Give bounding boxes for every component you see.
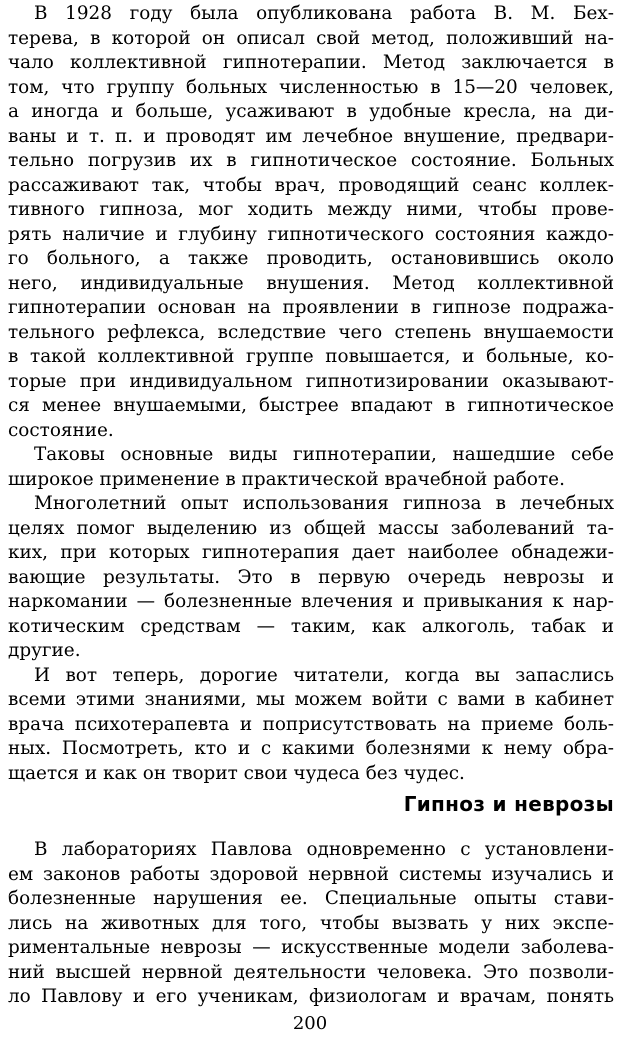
text-line: ем законов работы здоровой нервной системы изучались и <box>8 863 614 885</box>
text-line: а иногда и больше, усаживают в удобные кресла, на ди- <box>8 101 614 122</box>
text-line: терева, в которой он описал свой метод, положивший на- <box>8 27 614 49</box>
text-line: рять наличие и глубину гипнотического состояния каждо- <box>8 223 614 245</box>
text-line: Многолетний опыт использования гипноза в лечебных <box>34 493 614 514</box>
text-line: него, индивидуальные внушения. Метод коллективной <box>8 272 614 294</box>
paragraph-collective-hypnotherapy <box>8 2 614 786</box>
text-line: ся менее внушаемыми, быстрее впадают в гипнотическое <box>8 395 614 416</box>
text-line: широкое применение в практической врачебной работе. <box>8 468 565 490</box>
text-line: тивного гипноза, мог ходить между ними, чтобы прове- <box>8 199 614 220</box>
text-line: гипнотерапии основан на проявлении в гипнозе подража- <box>8 297 614 318</box>
text-line: рассаживают так, чтобы врач, проводящий сеанс коллек- <box>8 174 614 196</box>
paragraph-pavlov-labs <box>8 838 614 1010</box>
section-heading: Гипноз и неврозы <box>403 792 614 816</box>
text-line: врача психотерапевта и поприсутствовать на приеме боль- <box>8 713 614 735</box>
text-line: наркомании — болезненные влечения и привыкания к нар- <box>8 591 614 612</box>
text-line: В 1928 году была опубликована работа В. М. Бех- <box>34 3 614 24</box>
text-line: котическим средствам — таким, как алкоголь, табак и <box>8 615 614 637</box>
page-number: 200 <box>292 1013 328 1034</box>
text-line: лись на животных для того, чтобы вызвать у них экспе- <box>8 912 614 934</box>
text-line: щается и как он творит свои чудеса без чудес. <box>8 762 465 784</box>
text-line: болезненные нарушения ее. Специальные опыты стави- <box>8 888 614 909</box>
text-line: риментальные неврозы — искусственные модели заболева- <box>8 937 614 958</box>
text-line: И вот теперь, дорогие читатели, когда вы запаслись <box>34 664 614 686</box>
text-line: тельного рефлекса, вследствие чего степень внушаемости <box>8 321 614 343</box>
text-line: ний высшей нервной деятельности человека. Это позволи- <box>8 961 614 983</box>
text-line: вающие результаты. Это в первую очередь неврозы и <box>8 566 614 588</box>
text-line: целях помог выделению из общей массы заболеваний та- <box>8 517 614 539</box>
text-line: ло Павлову и его ученикам, физиологам и врачам, понять <box>8 986 614 1007</box>
text-line: ных. Посмотреть, кто и с какими болезнями к нему обра- <box>8 738 614 759</box>
text-line: торые при индивидуальном гипнотизировании оказывают- <box>8 370 614 392</box>
text-line: том, что группу больных численностью в 15—20 человек, <box>8 76 614 98</box>
text-line: другие. <box>8 640 81 661</box>
text-line: ких, при которых гипнотерапия дает наиболее обнадежи- <box>8 542 614 563</box>
text-line: состояние. <box>8 419 114 441</box>
text-line: в такой коллективной группе повышается, и больные, ко- <box>8 346 614 367</box>
text-line: В лабораториях Павлова одновременно с установлени- <box>34 839 614 860</box>
text-line: всеми этими знаниями, мы можем войти с вами в кабинет <box>8 689 614 710</box>
text-line: Таковы основные виды гипнотерапии, нашедшие себе <box>34 444 614 465</box>
text-line: чало коллективной гипнотерапии. Метод заключается в <box>8 52 614 73</box>
text-line: ваны и т. п. и проводят им лечебное внушение, предвари- <box>8 125 614 147</box>
text-line: го больного, а также проводить, остановившись около <box>8 248 614 269</box>
text-line: тельно погрузив их в гипнотическое состояние. Больных <box>8 150 614 171</box>
